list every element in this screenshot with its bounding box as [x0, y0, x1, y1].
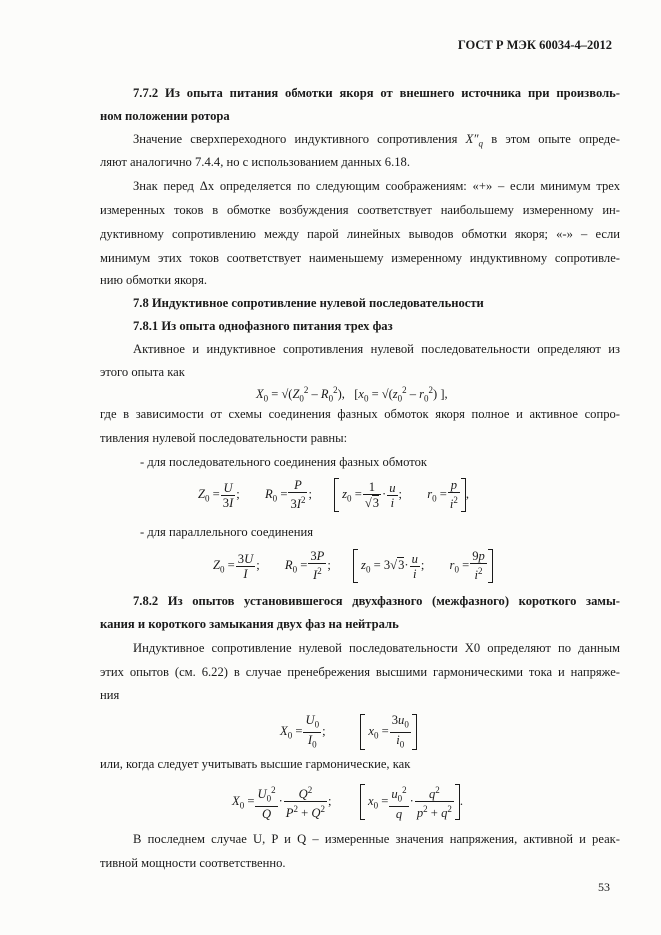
paragraph-7-7-2-text-2-line3: дуктивному сопротивлению между парой линейных выводов обмотки якоря; «-» – если [100, 227, 620, 241]
paragraph-7-7-2-text-2-line2: измеренных токов в обмотке возбуждения соответствует наибольшему измеренному ин- [100, 203, 620, 217]
paragraph-7-8-1-line2: этого опыта как [100, 365, 185, 379]
paragraph-7-8-2-harmonics: или, когда следует учитывать высшие гармонические, как [100, 757, 411, 771]
section-7-7-2-title-line1: 7.7.2 Из опыта питания обмотки якоря от внешнего источника при произволь- [133, 86, 620, 100]
parallel-connection-label: - для параллельного соединения [140, 525, 314, 539]
section-7-8-2-title-line1: 7.8.2 Из опытов установившегося двухфазного (межфазного) короткого замы- [133, 594, 620, 608]
document-header: ГОСТ Р МЭК 60034-4–2012 [457, 38, 612, 52]
section-7-8-1-title: 7.8.1 Из опыта однофазного питания трех фаз [133, 319, 393, 333]
series-connection-label: - для последовательного соединения фазных обмоток [140, 455, 427, 469]
paragraph-7-7-2-text-2-line5: нию обмотки якоря. [100, 273, 208, 287]
paragraph-7-8-2-line2: этих опытов (см. 6.22) в случае пренебрежения высшими гармоническими тока и напряже- [100, 665, 620, 679]
paragraph-7-7-2-text-1: Значение сверхпереходного индуктивного сопротивления $X''_q$ в этом опыте опреде- [133, 132, 620, 149]
paragraph-7-7-2-text-2-line4: минимум этих токов соответствует наименьшему измеренному индуктивному сопротивле- [100, 251, 620, 265]
section-7-8-title: 7.8 Индуктивное сопротивление нулевой последовательности [133, 296, 484, 310]
section-7-7-2-title-line2: ном положении ротора [100, 109, 230, 123]
page-number: 53 [598, 880, 610, 894]
section-7-8-2-title-line2: кания и короткого замыкания двух фаз на нейтраль [100, 617, 399, 631]
formula-without-harmonics: $X_0$ = $\frac{U_0}{I_0}$ ; $x_0$ = $\frac{3u_0}{i_0}$ [280, 713, 417, 751]
formula-series-connection: $Z_0$ = $\frac{U}{3I}$ ; $R_0$ = $\frac{P}{3I^2}$ ; $z_0$ = $\frac{1}{√3}$ · $\frac{u}{i}$ ; $r_0$ = $\frac{p}{i^2}$ , [198, 478, 470, 512]
formula-parallel-connection: $Z_0$ = $\frac{3U}{I}$ ; $R_0$ = $\frac{3P}{I^2}$ ; $z_0 = 3√3\cdot$ $\frac{u}{i}$ ; $r_0$ = $\frac{9p}{i^2}$ [213, 549, 493, 583]
formula-with-harmonics: $X_0$ = $\frac{U_0^2}{Q}$ · $\frac{Q^2}{P^2 + Q^2}$ ; $x_0$ = $\frac{u_0^2}{q}$ · $\frac{q^2}{p^2 + q^2}$ . [232, 785, 464, 821]
paragraph-7-8-1-2-line1: где в зависимости от схемы соединения фазных обмоток якоря полное и активное сопро- [100, 407, 620, 421]
paragraph-7-8-2-line3: ния [100, 688, 120, 702]
paragraph-7-8-2-final-line1: В последнем случае U, P и Q – измеренные значения напряжения, активной и реак- [133, 832, 620, 846]
paragraph-7-7-2-text-2-line1: Знак перед Δx определяется по следующим соображениям: «+» – если минимум трех [133, 179, 620, 193]
paragraph-7-7-2-text-1-line2: ляют аналогично 7.4.4, но с использованием данных 6.18. [100, 155, 410, 169]
paragraph-7-8-2-line1: Индуктивное сопротивление нулевой последовательности X0 определяют по данным [133, 641, 620, 655]
paragraph-7-8-2-final-line2: тивной мощности соответственно. [100, 856, 286, 870]
paragraph-7-8-1-2-line2: тивления нулевой последовательности равны: [100, 431, 348, 445]
paragraph-7-8-1-line1: Активное и индуктивное сопротивления нулевой последовательности определяют из [133, 342, 620, 356]
formula-zero-seq-reactance: $X_0 = √(Z_0^2 - R_0^2)$, [$x_0 = √(z_0^2 - r_0^2)$ ], [256, 385, 448, 404]
